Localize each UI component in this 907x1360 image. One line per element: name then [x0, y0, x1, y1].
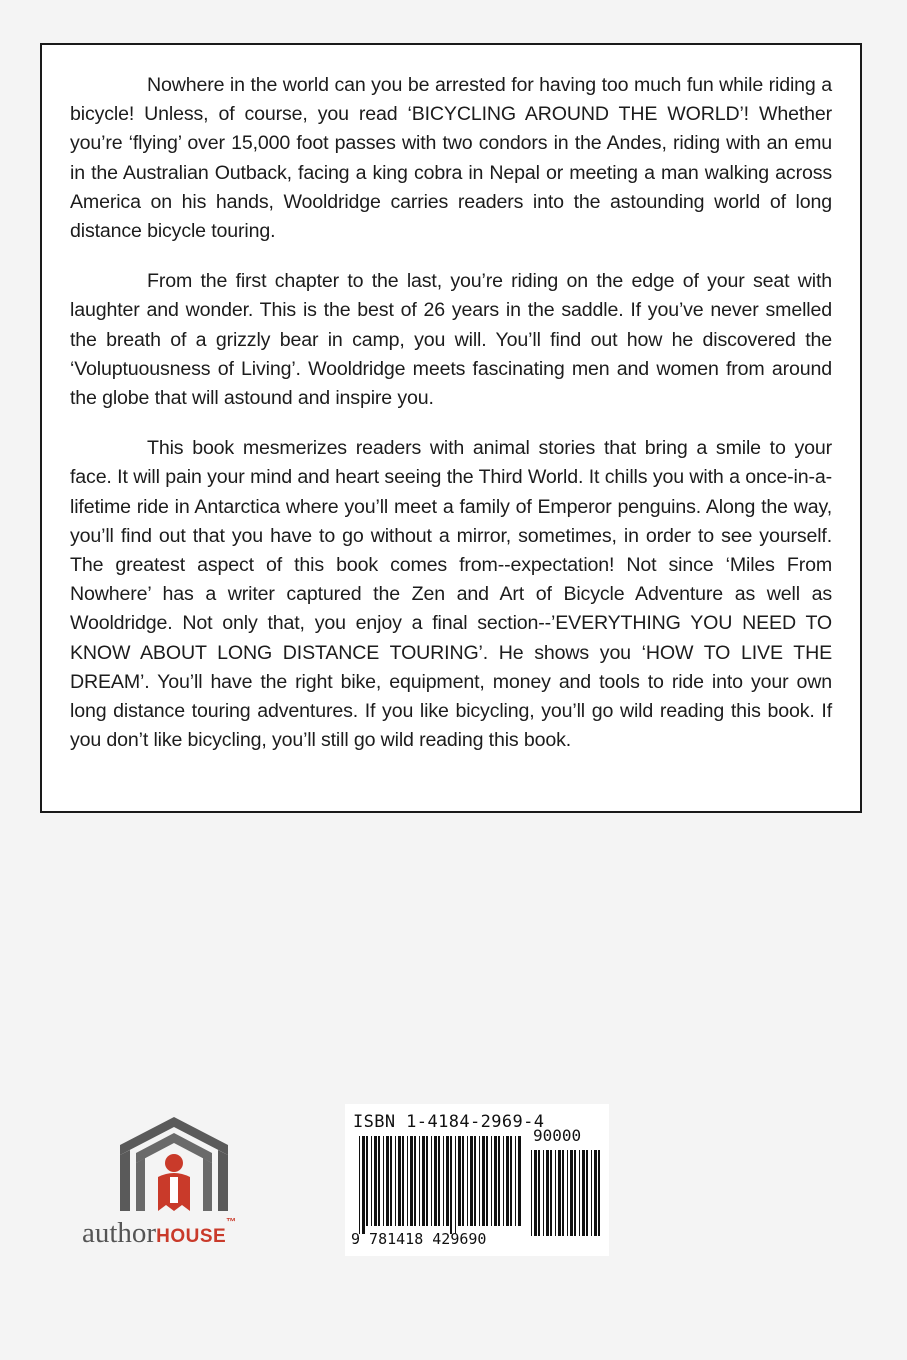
price-code: 90000 — [533, 1126, 582, 1145]
house-person-logo-icon — [118, 1115, 230, 1213]
publisher-name-author: author — [82, 1217, 157, 1249]
authorhouse-logo — [82, 1115, 282, 1255]
isbn-label: ISBN 1-4184-2969-4 — [353, 1112, 545, 1132]
ean-digits: 9 781418 429690 — [351, 1230, 487, 1248]
isbn-barcode — [345, 1104, 609, 1256]
trademark-symbol: ™ — [226, 1217, 237, 1228]
blurb-paragraph-2: From the first chapter to the last, you’re riding on the edge of your seat with laughter and wonder. This is the best of 26 years in the saddle. If you’ve never smelled the breath of a grizzly bear in camp, you will. You’ll find out how he discovered the ‘Voluptuousness of Living’. Wooldridge meets fascinating men and women from around the globe that will astound and inspire you. — [70, 270, 832, 410]
blurb-paragraph-1: Nowhere in the world can you be arrested for having too much fun while riding a bicycle! Unless, of course, you read ‘BICYCLING AROUND THE WORLD’! Whether you’re ‘flying’ over 15,000 foot passes with two condors in the Andes, riding with an emu in the Australian Outback, facing a king cobra in Nepal or meeting a man walking across America on his hands, Wooldridge carries readers into the astounding world of long distance bicycle touring. — [70, 74, 832, 243]
publisher-name-house: HOUSE — [156, 1226, 227, 1247]
blurb-paragraph-3: This book mesmerizes readers with animal stories that bring a smile to your face. It will pain your mind and heart seeing the Third World. It chills you with a once-in-a-lifetime ride in Antarctica where you’ll meet a family of Emperor penguins. Along the way, you’ll find out that you have to go without a mirror, sometimes, in order to see yourself. The greatest aspect of this book comes from--expectation! Not since ‘Miles From Nowhere’ has a writer captured the Zen and Art of Bicycle Adventure as well as Wooldridge. Not only that, you enjoy a final section--’EVERYTHING YOU NEED TO KNOW ABOUT LONG DISTANCE TOURING’. He shows you ‘HOW TO LIVE THE DREAM’. You’ll have the right bike, equipment, money and tools to ride into your own long distance touring adventures. If you like bicycling, you’ll go wild reading this book. If you don’t like bicycling, you’ll still go wild reading this book. — [70, 437, 832, 752]
publisher-wordmark — [82, 1217, 236, 1250]
back-cover-blurb — [40, 43, 862, 813]
